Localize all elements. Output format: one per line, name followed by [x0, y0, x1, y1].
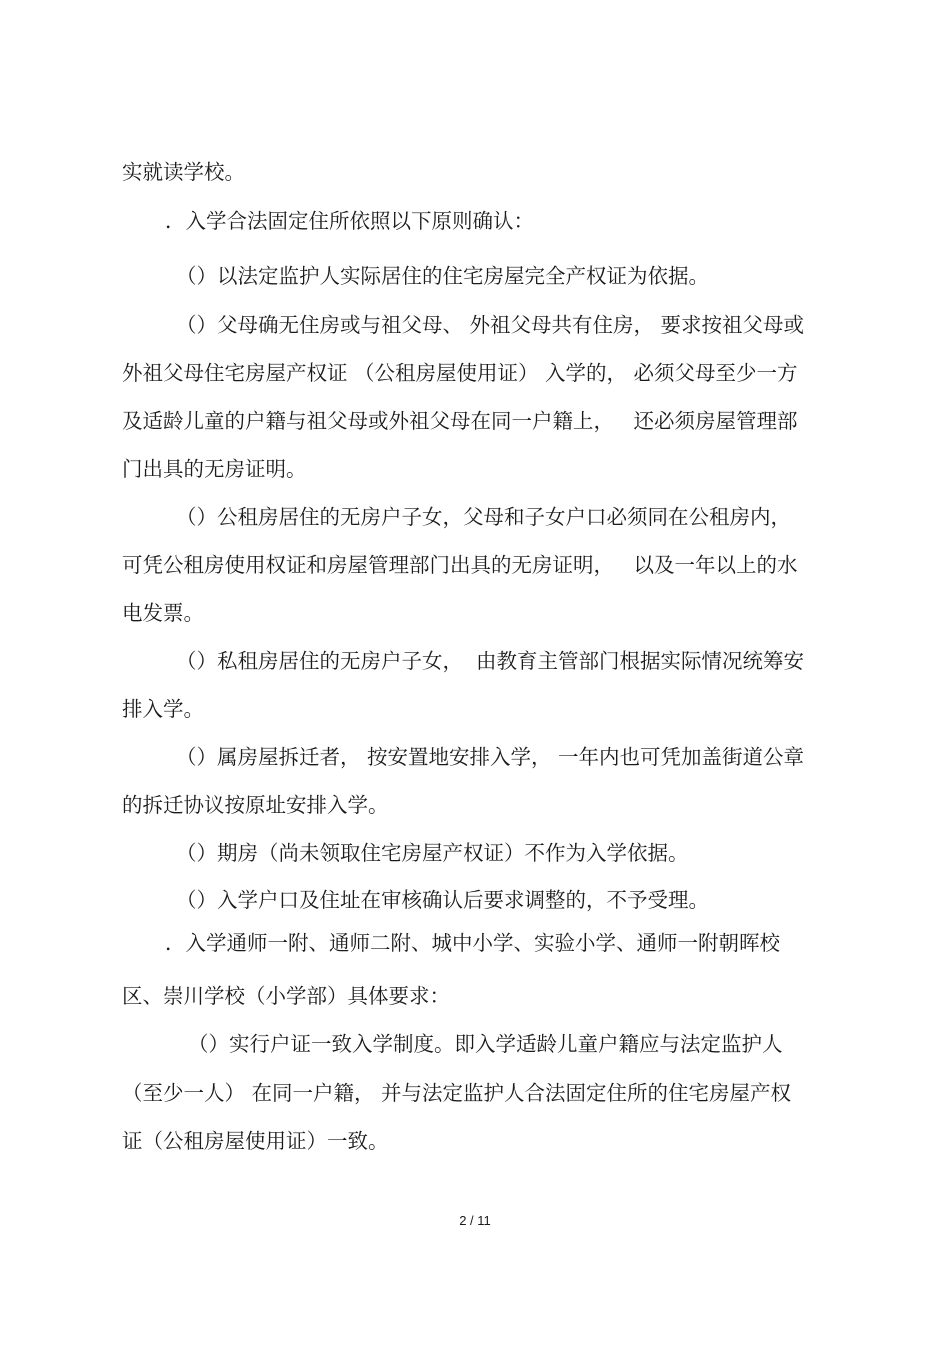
text-line: 外祖父母住宅房屋产权证 （公租房屋使用证） 入学的， 必须父母至少一方 [122, 361, 798, 385]
list-item: （）父母确无住房或与祖父母、 外祖父母共有住房， 要求按祖父母或 [176, 313, 805, 337]
text-line: 排入学。 [122, 697, 204, 721]
text-line: 区、崇川学校（小学部）具体要求： [122, 984, 450, 1008]
text-line: 可凭公租房使用权证和房屋管理部门出具的无房证明， 以及一年以上的水 [122, 553, 798, 577]
list-item: （）入学户口及住址在审核确认后要求调整的，不予受理。 [176, 888, 709, 912]
text-line: 证（公租房屋使用证）一致。 [122, 1129, 389, 1153]
list-item: （）公租房居住的无房户子女，父母和子女户口必须同在公租房内， [176, 505, 791, 529]
section-heading: ．入学通师一附、通师二附、城中小学、实验小学、通师一附朝晖校 [165, 931, 780, 955]
list-item: （）以法定监护人实际居住的住宅房屋完全产权证为依据。 [176, 264, 709, 288]
list-item: （）属房屋拆迁者， 按安置地安排入学， 一年内也可凭加盖街道公章 [176, 745, 805, 769]
text-line: 电发票。 [122, 601, 204, 625]
section-heading: ．入学合法固定住所依照以下原则确认： [165, 209, 534, 233]
text-line: 门出具的无房证明。 [122, 457, 307, 481]
text-line: 的拆迁协议按原址安排入学。 [122, 793, 389, 817]
text-line: 实就读学校。 [122, 160, 245, 184]
list-item: （）期房（尚未领取住宅房屋产权证）不作为入学依据。 [176, 841, 689, 865]
list-item: （）私租房居住的无房户子女， 由教育主管部门根据实际情况统筹安 [176, 649, 805, 673]
text-line: 及适龄儿童的户籍与祖父母或外祖父母在同一户籍上， 还必须房屋管理部 [122, 409, 798, 433]
list-item: （）实行户证一致入学制度。即入学适龄儿童户籍应与法定监护人 [188, 1032, 783, 1056]
page-number: 2 / 11 [459, 1213, 491, 1228]
text-line: （至少一人） 在同一户籍， 并与法定监护人合法固定住所的住宅房屋产权 [122, 1081, 792, 1105]
